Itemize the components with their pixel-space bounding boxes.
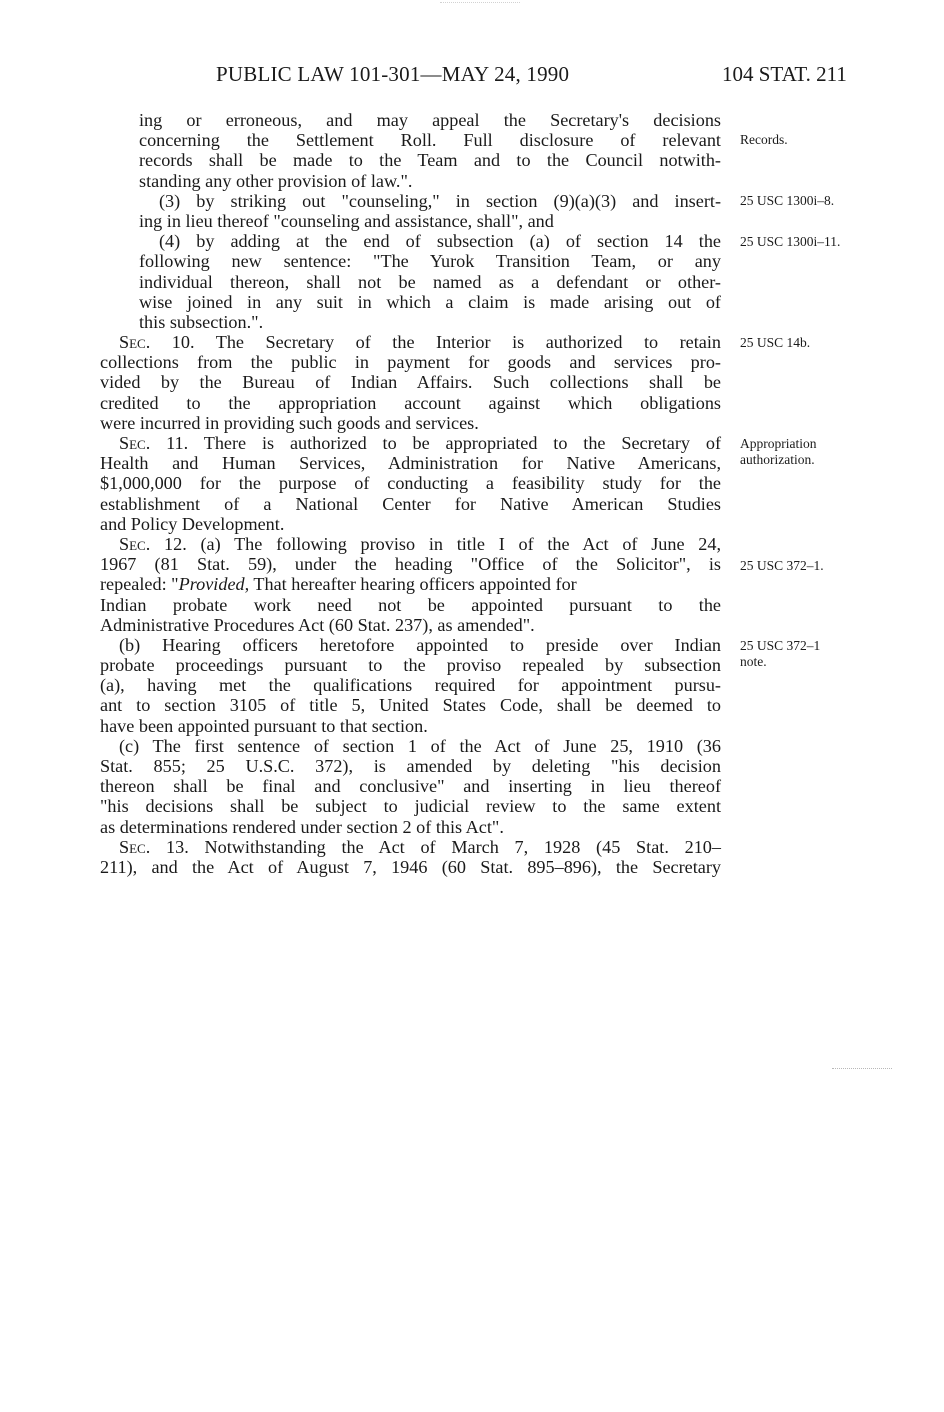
text-line: (c) The first sentence of section 1 of the Act of June 25, 1910 (36	[119, 735, 721, 756]
margin-note-records: Records.	[740, 132, 788, 147]
text-line: as determinations rendered under section 2 of this Act".	[100, 816, 504, 837]
text-line: thereon shall be final and conclusive" and inserting in lieu thereof	[100, 776, 721, 797]
text-line: 1967 (81 Stat. 59), under the heading "Office of the Solicitor", is	[100, 554, 721, 575]
text-line: were incurred in providing such goods and services.	[100, 412, 479, 433]
text-line: (4) by adding at the end of subsection (a) of section 14 the	[159, 231, 721, 252]
section-label: Sec.	[119, 332, 151, 353]
text-line: Health and Human Services, Administration for Native Americans,	[100, 453, 721, 474]
text-line: establishment of a National Center for Native American Studies	[100, 493, 721, 514]
text-line: records shall be made to the Team and to the Council notwith-	[139, 150, 721, 171]
margin-note-usc: 25 USC 1300i–11.	[740, 234, 841, 249]
text-line: Stat. 855; 25 U.S.C. 372), is amended by deleting "his decision	[100, 756, 721, 776]
text-line: (b) Hearing officers heretofore appointed to preside over Indian	[119, 634, 721, 655]
text-line: ing in lieu thereof "counseling and assistance, shall", and	[139, 210, 554, 231]
proviso-word: Provided,	[178, 574, 250, 595]
section-12-line: Sec. 12. (a) The following proviso in title I of the Act of June 24,	[119, 533, 721, 554]
margin-note-usc: 25 USC 1300i–8.	[740, 193, 835, 208]
text-line: have been appointed pursuant to that section.	[100, 715, 428, 736]
section-label: Sec.	[119, 433, 151, 453]
text-line: $1,000,000 for the purpose of conducting a feasibility study for the	[100, 473, 721, 494]
text-line: wise joined in any suit in which a claim is made arising out of	[139, 291, 721, 312]
body-text	[100, 110, 721, 877]
text-line: Indian probate work need not be appointed pursuant to the	[100, 594, 721, 615]
margin-note-usc: 25 USC 372–1	[740, 638, 821, 653]
margin-note-appropriation: Appropriation	[740, 436, 817, 451]
text-line: individual thereon, shall not be named as a defendant or other-	[139, 271, 721, 292]
text-line: collections from the public in payment for goods and services pro-	[100, 352, 721, 373]
text-line: concerning the Settlement Roll. Full disclosure of relevant	[139, 130, 721, 151]
text-line: (3) by striking out "counseling," in section (9)(a)(3) and insert-	[159, 190, 721, 211]
text-line: "his decisions shall be subject to judicial review to the same extent	[100, 796, 721, 817]
margin-note-usc: 25 USC 372–1.	[740, 558, 824, 573]
section-11-line: Sec. 11. There is authorized to be appropriated to the Secretary of	[119, 433, 722, 453]
text-line: probate proceedings pursuant to the proviso repealed by subsection	[100, 655, 721, 676]
page-number: 104 STAT. 211	[722, 62, 847, 86]
section-10-line: Sec. 10. The Secretary of the Interior is authorized to retain	[119, 332, 722, 353]
text-line: Administrative Procedures Act (60 Stat. 237), as amended".	[100, 614, 535, 635]
text-line: this subsection.".	[139, 311, 264, 332]
text-line: ant to section 3105 of title 5, United States Code, shall be deemed to	[100, 695, 721, 716]
margin-note-note: note.	[740, 654, 767, 669]
scan-artifact	[440, 2, 520, 5]
running-title: PUBLIC LAW 101-301—MAY 24, 1990	[216, 62, 570, 86]
scan-artifact	[832, 1068, 892, 1071]
margin-note-usc: 25 USC 14b.	[740, 335, 811, 350]
section-label: Sec.	[119, 836, 151, 857]
text-line-proviso: repealed: "Provided, That hereafter hearing officers appointed for	[100, 574, 577, 595]
section-13-line: Sec. 13. Notwithstanding the Act of March 7, 1928 (45 Stat. 210–	[119, 836, 721, 857]
page-header	[0, 62, 944, 92]
section-label: Sec.	[119, 533, 151, 554]
text-line: ing or erroneous, and may appeal the Secretary's decisions	[139, 110, 721, 130]
text-line: and Policy Development.	[100, 513, 285, 534]
text-line: 211), and the Act of August 7, 1946 (60 Stat. 895–896), the Secretary	[100, 856, 721, 877]
text-line: standing any other provision of law.".	[139, 170, 413, 191]
text-line: following new sentence: "The Yurok Transition Team, or any	[139, 251, 721, 272]
text-line: vided by the Bureau of Indian Affairs. Such collections shall be	[100, 372, 721, 393]
text-line: credited to the appropriation account against which obligations	[100, 392, 721, 413]
margin-note-authorization: authorization.	[740, 452, 815, 467]
text-line: (a), having met the qualifications required for appointment pursu-	[100, 675, 721, 696]
